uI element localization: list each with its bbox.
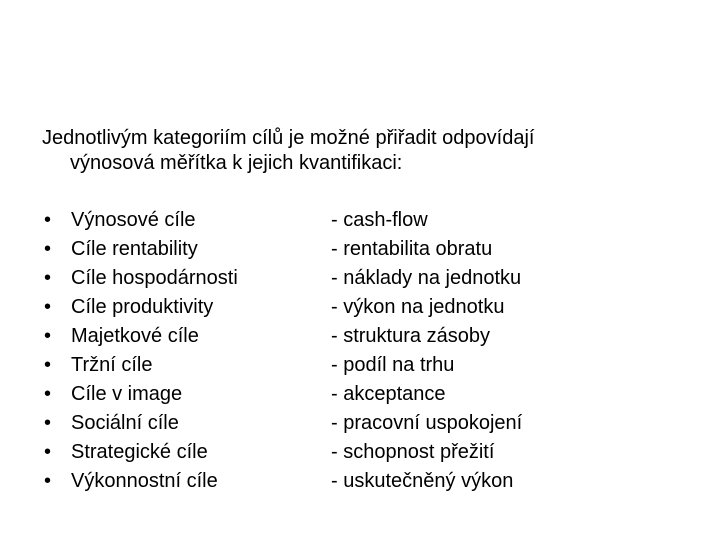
goal-measure: - akceptance: [331, 383, 446, 405]
goal-category: Cíle produktivity: [71, 296, 214, 318]
goal-category: Výnosové cíle: [71, 209, 196, 231]
bullet-icon: •: [44, 325, 52, 347]
list-item: [44, 409, 684, 438]
goal-category: Cíle v image: [71, 383, 183, 405]
bullet-icon: •: [44, 296, 52, 318]
goal-category: Cíle rentability: [71, 238, 198, 260]
list-item: [44, 235, 684, 264]
goal-measure: - výkon na jednotku: [331, 296, 505, 318]
bullet-icon: •: [44, 209, 52, 231]
bullet-icon: •: [44, 267, 52, 289]
goal-category: Majetkové cíle: [71, 325, 199, 347]
goal-measure: - podíl na trhu: [331, 354, 455, 376]
intro-line-1: Jednotlivým kategoriím cílů je možné přiřadit odpovídají: [42, 127, 535, 149]
list-item: [44, 293, 684, 322]
list-item: [44, 322, 684, 351]
bullet-icon: •: [44, 383, 52, 405]
bullet-icon: •: [44, 441, 52, 463]
list-item: [44, 380, 684, 409]
list-item: [44, 351, 684, 380]
goal-category: Cíle hospodárnosti: [71, 267, 238, 289]
intro-line-2: výnosová měřítka k jejich kvantifikaci:: [70, 152, 403, 174]
goal-measure: - cash-flow: [331, 209, 428, 231]
goal-measure: - uskutečněný výkon: [331, 470, 514, 492]
list-item: [44, 264, 684, 293]
goal-measure: - schopnost přežití: [331, 441, 495, 463]
bullet-icon: •: [44, 238, 52, 260]
list-item: [44, 467, 684, 496]
list-item: [44, 206, 684, 235]
goal-measure: - struktura zásoby: [331, 325, 490, 347]
bullet-icon: •: [44, 354, 52, 376]
goal-category: Sociální cíle: [71, 412, 179, 434]
goal-measure: - rentabilita obratu: [331, 238, 493, 260]
goal-measure: - pracovní uspokojení: [331, 412, 523, 434]
goals-measures-list: [44, 206, 684, 496]
list-item: [44, 438, 684, 467]
goal-measure: - náklady na jednotku: [331, 267, 522, 289]
bullet-icon: •: [44, 412, 52, 434]
goal-category: Výkonnostní cíle: [71, 470, 218, 492]
goal-category: Tržní cíle: [71, 354, 153, 376]
intro-text: [42, 126, 682, 176]
goal-category: Strategické cíle: [71, 441, 208, 463]
bullet-icon: •: [44, 470, 52, 492]
